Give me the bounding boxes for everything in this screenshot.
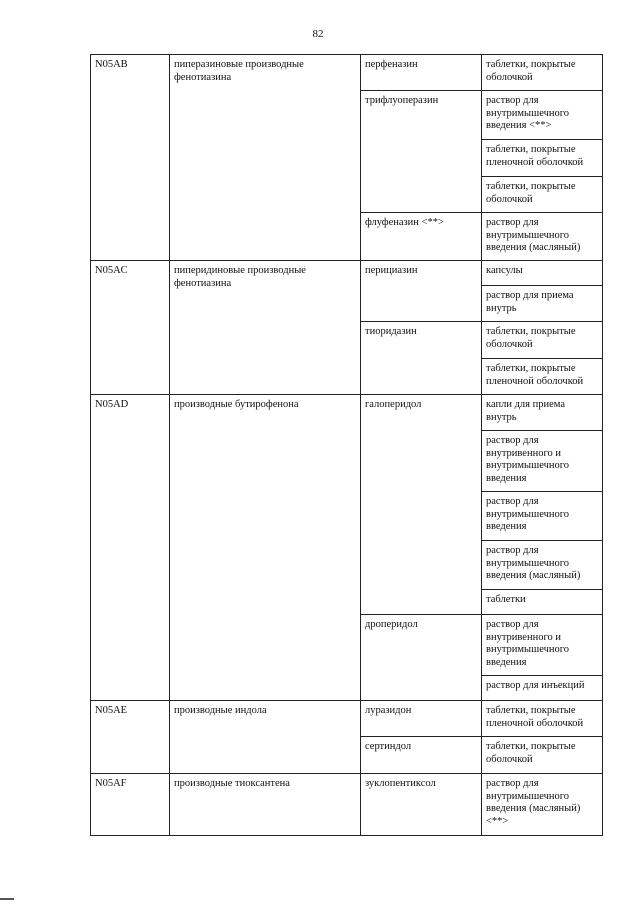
dosage-form-cell: раствор для внутримышечного введения xyxy=(482,492,603,541)
scan-edge-mark xyxy=(0,898,14,900)
dosage-form-cell: таблетки, покрытые оболочкой xyxy=(482,322,603,359)
table-row xyxy=(91,774,603,836)
dosage-form-cell: раствор для инъекций xyxy=(482,676,603,701)
table-row xyxy=(91,261,603,286)
table-row xyxy=(91,55,603,91)
table-row xyxy=(91,701,603,737)
dosage-form-cell: таблетки, покрытые пленочной оболочкой xyxy=(482,359,603,395)
dosage-form-cell: раствор для внутримышечного введения (масляный) xyxy=(482,213,603,261)
dosage-form-cell: капсулы xyxy=(482,261,603,286)
drug-name-cell: зуклопентиксол xyxy=(361,774,482,836)
dosage-form-cell: таблетки, покрытые оболочкой xyxy=(482,737,603,774)
dosage-form-cell: раствор для внутривенного и внутримышечного введения xyxy=(482,431,603,492)
atc-code-cell: N05AC xyxy=(91,261,170,395)
dosage-form-cell: таблетки, покрытые оболочкой xyxy=(482,177,603,213)
drug-name-cell: трифлуоперазин xyxy=(361,91,482,213)
dosage-form-cell: раствор для внутривенного и внутримышечного введения xyxy=(482,615,603,676)
dosage-form-cell: таблетки xyxy=(482,590,603,615)
group-name-cell: производные бутирофенона xyxy=(170,395,361,701)
group-name-cell: пиперазиновые производные фенотиазина xyxy=(170,55,361,261)
page-number: 82 xyxy=(312,28,324,40)
drug-name-cell: сертиндол xyxy=(361,737,482,774)
table-row xyxy=(91,395,603,431)
medication-table xyxy=(90,54,603,836)
drug-name-cell: перфеназин xyxy=(361,55,482,91)
atc-code-cell: N05AE xyxy=(91,701,170,774)
dosage-form-cell: таблетки, покрытые пленочной оболочкой xyxy=(482,701,603,737)
drug-name-cell: галоперидол xyxy=(361,395,482,615)
dosage-form-cell: раствор для внутримышечного введения (масляный) <**> xyxy=(482,774,603,836)
atc-code-cell: N05AD xyxy=(91,395,170,701)
group-name-cell: производные тиоксантена xyxy=(170,774,361,836)
drug-name-cell: луразидон xyxy=(361,701,482,737)
group-name-cell: пиперидиновые производные фенотиазина xyxy=(170,261,361,395)
dosage-form-cell: раствор для внутримышечного введения (масляный) xyxy=(482,541,603,590)
drug-name-cell: тиоридазин xyxy=(361,322,482,395)
drug-name-cell: перициазин xyxy=(361,261,482,322)
group-name-cell: производные индола xyxy=(170,701,361,774)
dosage-form-cell: таблетки, покрытые пленочной оболочкой xyxy=(482,140,603,177)
dosage-form-cell: капли для приема внутрь xyxy=(482,395,603,431)
atc-code-cell: N05AB xyxy=(91,55,170,261)
dosage-form-cell: таблетки, покрытые оболочкой xyxy=(482,55,603,91)
drug-name-cell: флуфеназин <**> xyxy=(361,213,482,261)
drug-name-cell: дроперидол xyxy=(361,615,482,701)
dosage-form-cell: раствор для приема внутрь xyxy=(482,286,603,322)
dosage-form-cell: раствор для внутримышечного введения <**> xyxy=(482,91,603,140)
atc-code-cell: N05AF xyxy=(91,774,170,836)
